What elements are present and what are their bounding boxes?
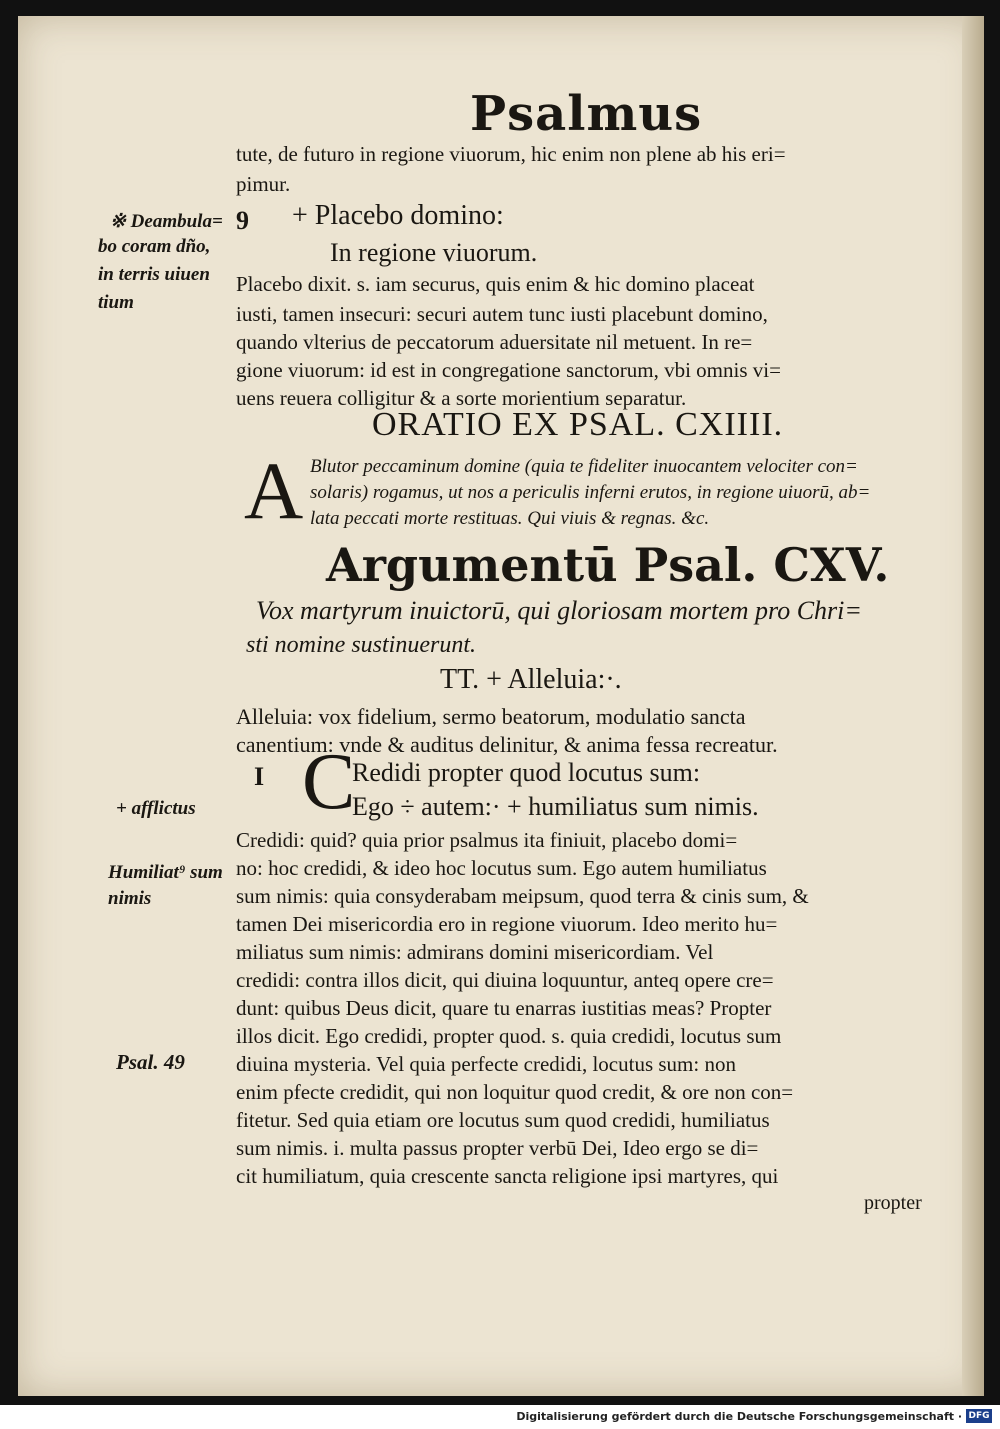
footer-bar [0, 1405, 1000, 1429]
text-line: cit humiliatum, quia crescente sancta religione ipsi martyres, qui [236, 1164, 779, 1188]
argument-title: Argumentū Psal. CXV. [326, 538, 890, 592]
verse-number: 9 [236, 206, 249, 235]
oratio-line: lata peccati morte restituas. Qui viuis & regnas. &c. [310, 508, 710, 529]
text-line: pimur. [236, 172, 291, 196]
text-line: tamen Dei misericordia ero in regione viuorum. Ideo merito hu= [236, 912, 778, 936]
text-line: diuina mysteria. Vel quia perfecte credidi, locutus sum: non [236, 1052, 736, 1076]
margin-note: Humiliat⁹ sum [108, 862, 223, 883]
text-line: uens reuera colligitur & a sorte morientium separatur. [236, 386, 687, 410]
verse-line: Ego ÷ autem:· + humiliatus sum nimis. [352, 792, 759, 821]
text-line: illos dicit. Ego credidi, propter quod. s. quia credidi, locutus sum [236, 1024, 782, 1048]
argument-line: sti nomine sustinuerunt. [246, 632, 477, 658]
margin-note: ※ Deambula= [110, 211, 223, 232]
text-line: sum nimis: quia consyderabam meipsum, quod terra & cinis sum, & [236, 884, 809, 908]
alleluia-heading: TT. + Alleluia:·. [440, 664, 622, 695]
drop-cap-C: C [302, 738, 356, 826]
text-line: credidi: contra illos dicit, qui diuina loquuntur, anteq opere cre= [236, 968, 774, 992]
margin-note: nimis [108, 888, 152, 909]
text-line: quando vlterius de peccatorum aduersitate nil metuent. In re= [236, 330, 753, 354]
page-edge [962, 16, 984, 1396]
text-line: miliatus sum nimis: admirans domini misericordiam. Vel [236, 940, 714, 964]
oratio-line: Blutor peccaminum domine (quia te fideliter inuocantem velociter con= [310, 456, 858, 477]
text-line: Alleluia: vox fidelium, sermo beatorum, modulatio sancta [236, 704, 746, 729]
verse-line: Redidi propter quod locutus sum: [352, 758, 701, 787]
text-line: tute, de futuro in regione viuorum, hic enim non plene ab his eri= [236, 142, 786, 166]
margin-note: bo coram dño, [98, 236, 211, 257]
drop-cap-A: A [244, 445, 304, 536]
dfg-logo: DFG [966, 1409, 992, 1423]
text-line: canentium: vnde & auditus delinitur, & anima fessa recreatur. [236, 732, 778, 757]
page-header: Psalmus [470, 86, 703, 142]
margin-note: in terris uiuen [98, 264, 210, 285]
margin-note: Psal. 49 [116, 1050, 185, 1074]
text-line: sum nimis. i. multa passus propter verbū Dei, Ideo ergo se di= [236, 1136, 759, 1160]
verse-line: + Placebo domino: [292, 200, 504, 231]
footer-credit: Digitalisierung gefördert durch die Deutsche Forschungsgemeinschaft · [516, 1410, 962, 1423]
verse-number: I [254, 762, 265, 791]
margin-note: tium [98, 292, 134, 313]
oratio-line: solaris) rogamus, ut nos a periculis inferni erutos, in regione uiuorū, ab= [310, 482, 871, 503]
catchword: propter [864, 1192, 922, 1214]
text-line: fitetur. Sed quia etiam ore locutus sum quod credidi, humiliatus [236, 1108, 770, 1132]
text-line: dunt: quibus Deus dicit, quare tu enarras iustitias meas? Propter [236, 996, 772, 1020]
argument-line: Vox martyrum inuictorū, qui gloriosam mortem pro Chri= [256, 596, 862, 625]
margin-note: + afflictus [116, 798, 196, 819]
text-line: Placebo dixit. s. iam securus, quis enim & hic domino placeat [236, 272, 755, 296]
text-line: iusti, tamen insecuri: securi autem tunc iusti placebunt domino, [236, 302, 768, 326]
text-line: gione viuorum: id est in congregatione sanctorum, vbi omnis vi= [236, 358, 781, 382]
text-line: no: hoc credidi, & ideo hoc locutus sum. Ego autem humiliatus [236, 856, 767, 880]
oratio-title: ORATIO EX PSAL. CXIIII. [372, 406, 784, 443]
text-line: Credidi: quid? quia prior psalmus ita finiuit, placebo domi= [236, 828, 738, 852]
text-line: enim pfecte credidit, qui non loquitur quod credit, & ore non con= [236, 1080, 794, 1104]
verse-line: In regione viuorum. [330, 238, 538, 267]
